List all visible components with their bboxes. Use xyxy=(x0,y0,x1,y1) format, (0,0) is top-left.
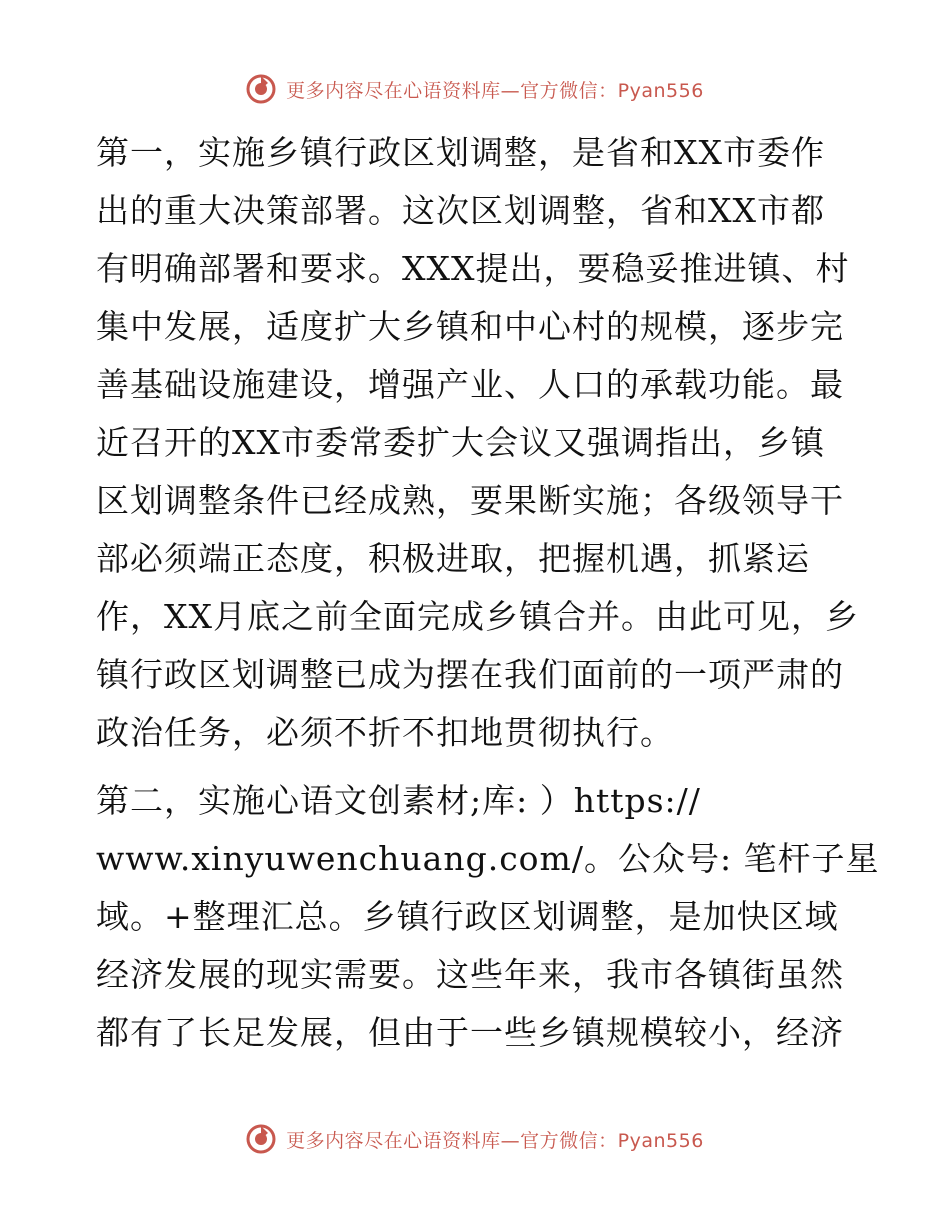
header-watermark xyxy=(0,74,950,104)
text-line: 出的重大决策部署。这次区划调整，省和XX市都 xyxy=(96,191,825,230)
text-line-link: www.xinyuwenchuang.com/。公众号: 笔杆子星 xyxy=(96,839,880,878)
text-line: 集中发展，适度扩大乡镇和中心村的规模，逐步完 xyxy=(96,307,844,346)
text-line: 第二，实施心语文创素材;库: ）https:// xyxy=(96,781,701,820)
text-line: 镇行政区划调整已成为摆在我们面前的一项严肃的 xyxy=(96,655,844,694)
document-body xyxy=(96,124,880,1062)
paragraph-2 xyxy=(96,772,880,1062)
brand-logo-icon xyxy=(246,1124,276,1154)
text-line: 域。+整理汇总。乡镇行政区划调整，是加快区域 xyxy=(96,897,839,936)
footer-watermark xyxy=(0,1124,950,1154)
text-line: 近召开的XX市委常委扩大会议又强调指出，乡镇 xyxy=(96,423,825,462)
paragraph-1 xyxy=(96,124,859,762)
text-line: 区划调整条件已经成熟，要果断实施；各级领导干 xyxy=(96,481,844,520)
text-line: 善基础设施建设，增强产业、人口的承载功能。最 xyxy=(96,365,844,404)
text-line: 都有了长足发展，但由于一些乡镇规模较小，经济 xyxy=(96,1013,844,1052)
text-line: 第一，实施乡镇行政区划调整，是省和XX市委作 xyxy=(96,133,825,172)
text-line: 经济发展的现实需要。这些年来，我市各镇街虽然 xyxy=(96,955,844,994)
text-line: 部必须端正态度，积极进取，把握机遇，抓紧运 xyxy=(96,539,810,578)
brand-logo-icon xyxy=(246,74,276,104)
text-line: 有明确部署和要求。XXX提出，要稳妥推进镇、村 xyxy=(96,249,850,288)
text-line: 政治任务，必须不折不扣地贯彻执行。 xyxy=(96,713,674,752)
text-line: 作，XX月底之前全面完成乡镇合并。由此可见，乡 xyxy=(96,597,859,636)
footer-watermark-text: 更多内容尽在心语资料库—官方微信：Pyan556 xyxy=(286,1129,704,1152)
header-watermark-text: 更多内容尽在心语资料库—官方微信：Pyan556 xyxy=(286,79,704,102)
